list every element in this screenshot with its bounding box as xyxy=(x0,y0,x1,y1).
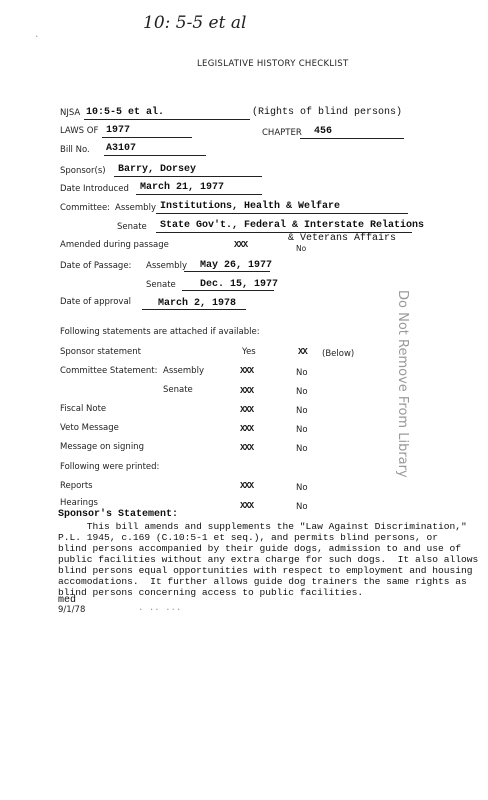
scan-speck: . .. ... xyxy=(138,603,182,613)
date-introduced-value: March 21, 1977 xyxy=(140,182,225,193)
sponsor-underline xyxy=(114,176,262,177)
bill-underline xyxy=(104,155,206,156)
committee-assembly-value: Institutions, Health & Welfare xyxy=(160,201,341,212)
bill-value: A3107 xyxy=(106,143,137,154)
statement-no: No xyxy=(296,387,308,397)
sponsor-label: Sponsor(s) xyxy=(60,166,106,176)
chapter-value: 456 xyxy=(314,126,333,137)
statement-line: blind persons concerning access to public facilities. xyxy=(58,587,364,598)
statement-label: Veto Message xyxy=(60,423,119,433)
statement-no-mark: XX xyxy=(298,347,307,357)
date-introduced-label: Date Introduced xyxy=(60,184,129,194)
statement-yes: Yes xyxy=(242,347,256,357)
footer-date: 9/1/78 xyxy=(58,605,86,615)
passage-label: Date of Passage: xyxy=(60,261,132,271)
committee-senate-value-cont: & Veterans Affairs xyxy=(288,233,397,244)
statement-line: P.L. 1945, c.169 (C.10:5-1 et seq.), and permits blind persons, or xyxy=(58,532,438,543)
amended-no: No xyxy=(296,244,307,253)
passage-assembly-value: May 26, 1977 xyxy=(200,260,273,271)
njsa-value: 10:5-5 et al. xyxy=(86,107,165,118)
date-introduced-underline xyxy=(136,194,262,195)
statement-no: No xyxy=(296,406,308,416)
printed-label: Reports xyxy=(60,481,93,491)
chapter-label: CHAPTER xyxy=(262,128,302,138)
printed-no: No xyxy=(296,502,308,512)
printed-no: No xyxy=(296,483,308,493)
njsa-underline xyxy=(84,119,250,120)
statement-line: This bill amends and supplements the "Law Against Discrimination," xyxy=(58,521,467,532)
statement-yes-mark: XXX xyxy=(240,386,254,396)
committee-assembly-underline xyxy=(156,213,408,214)
committee-senate-value: State Gov't., Federal & Interstate Relations xyxy=(160,220,425,231)
passage-senate-value: Dec. 15, 1977 xyxy=(200,279,279,290)
passage-senate-label: Senate xyxy=(146,280,176,290)
statement-no: No xyxy=(296,425,308,435)
passage-senate-underline xyxy=(182,290,274,291)
statement-no: No xyxy=(296,444,308,454)
statement-yes-mark: XXX xyxy=(240,443,254,453)
approval-label: Date of approval xyxy=(60,297,132,307)
statement-line: blind persons equal opportunities with respect to employment and housing xyxy=(58,565,473,576)
bill-label: Bill No. xyxy=(60,145,90,155)
approval-underline xyxy=(142,309,246,310)
page-title: LEGISLATIVE HISTORY CHECKLIST xyxy=(197,59,349,69)
njsa-subject: (Rights of blind persons) xyxy=(252,107,403,118)
njsa-label: NJSA xyxy=(60,108,81,118)
handwritten-code: 10: 5-5 et al xyxy=(143,13,247,33)
printed-header: Following were printed: xyxy=(60,462,160,472)
sponsor-statement-heading: Sponsor's Statement: xyxy=(58,509,179,520)
passage-assembly-label: Assembly xyxy=(146,261,187,271)
statements-header: Following statements are attached if available: xyxy=(60,327,260,337)
statement-label: Sponsor statement xyxy=(60,347,141,357)
scan-speck: . xyxy=(34,30,40,40)
statement-line: public facilities without any extra charge for such dogs. It also allows xyxy=(58,554,479,565)
printed-yes-mark: XXX xyxy=(240,501,254,511)
passage-assembly-underline xyxy=(184,271,270,272)
approval-value: March 2, 1978 xyxy=(158,298,237,309)
statement-yes-mark: XXX xyxy=(240,405,254,415)
laws-value: 1977 xyxy=(106,125,131,136)
printed-yes-mark: XXX xyxy=(240,481,254,491)
statement-extra: (Below) xyxy=(322,349,355,359)
statement-no: No xyxy=(296,368,308,378)
side-stamp xyxy=(380,290,424,520)
initials: med xyxy=(58,595,77,606)
amended-yes-mark: XXX xyxy=(234,240,248,250)
statement-line: blind persons accompanied by their guide dogs, admission to and use of xyxy=(58,543,462,554)
printed-label: Hearings xyxy=(60,498,98,508)
chapter-underline xyxy=(300,138,404,139)
laws-underline xyxy=(102,137,192,138)
statement-line: accomodations. It further allows guide dog trainers the same rights as xyxy=(58,576,467,587)
committee-senate-label: Senate xyxy=(117,222,147,232)
laws-label: LAWS OF xyxy=(60,126,99,136)
statement-label: Fiscal Note xyxy=(60,404,107,414)
statement-sub: Senate xyxy=(163,385,193,395)
statement-label: Message on signing xyxy=(60,442,144,452)
sponsor-value: Barry, Dorsey xyxy=(118,164,197,175)
statement-yes-mark: XXX xyxy=(240,366,254,376)
amended-label: Amended during passage xyxy=(60,240,169,250)
committee-label: Committee: xyxy=(60,203,111,213)
statement-yes-mark: XXX xyxy=(240,424,254,434)
statement-sub: Assembly xyxy=(163,366,204,376)
statement-label: Committee Statement: xyxy=(60,366,158,376)
side-stamp-text: Do Not Remove From Library xyxy=(395,290,410,478)
committee-assembly-label: Assembly xyxy=(115,203,156,213)
